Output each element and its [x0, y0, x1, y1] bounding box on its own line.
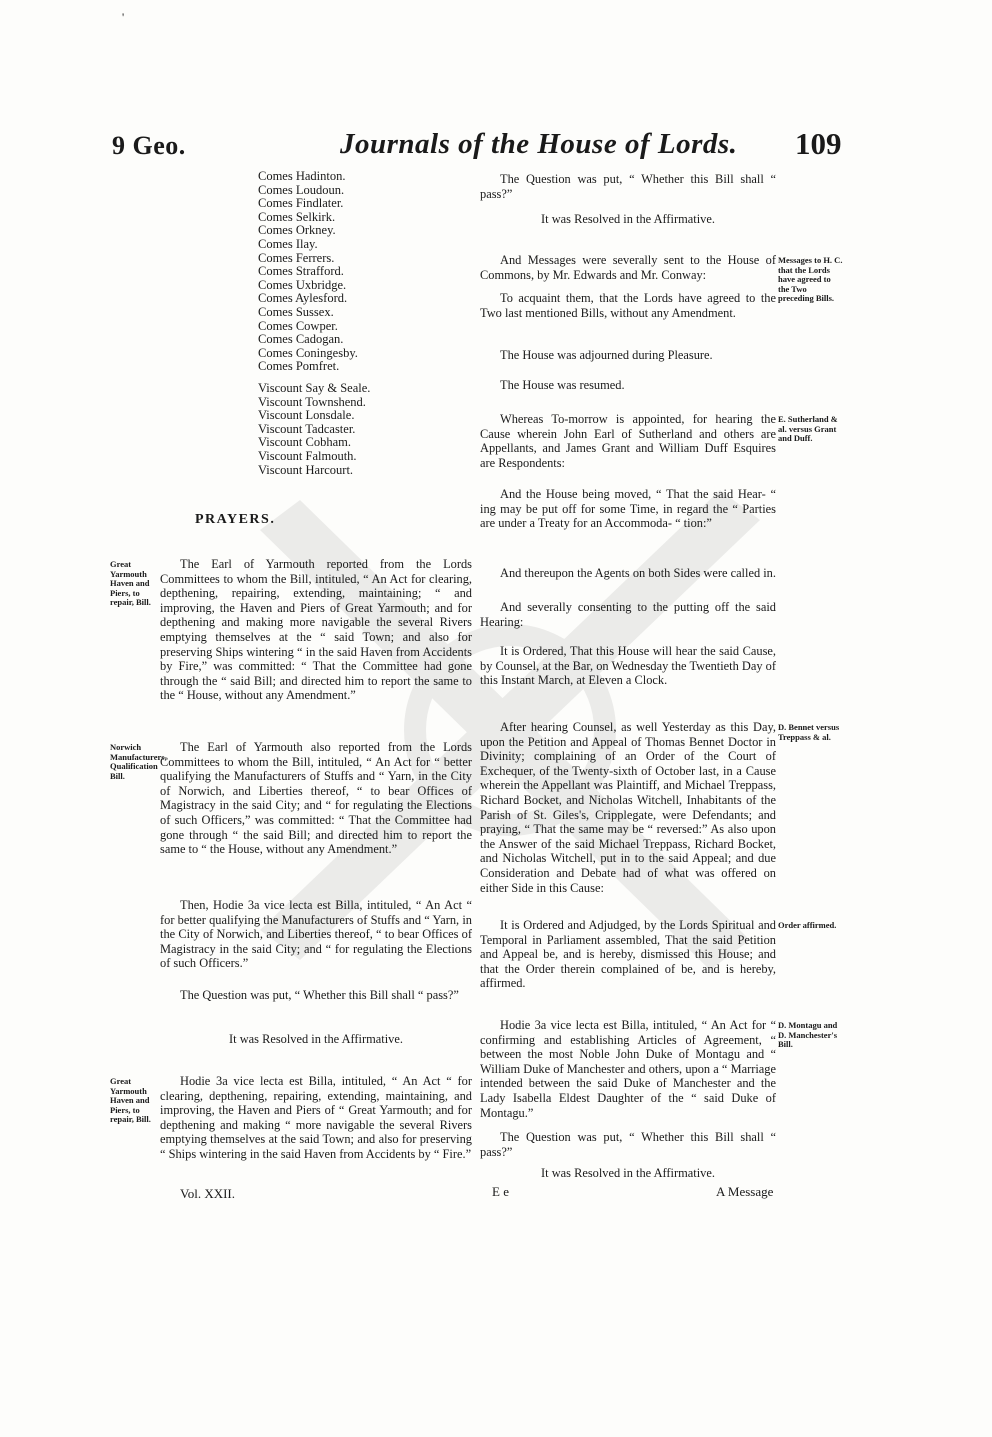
margin-note-messages: Messages to H. C. that the Lords have agreed to the Two preceding Bills. — [778, 255, 843, 303]
catchword: A Message — [716, 1184, 774, 1199]
left-paragraph-yarmouth-report: The Earl of Yarmouth reported from the Lords Committees to whom the Bill, intituled, “ An Act for clearing, depthening, repairing, extending, maintaining; “ and improving, the Haven and Piers of Great Yarmouth; and for depthening and making more navigable the several Rivers emptying themselves at the “ said Town; and also for preserving Ships wintering “ in the said Haven from Accidents by Fire,” was committed: “ That the Committee had gone through the “ said Bill; and directed him to report the same to the “ House, without any Amendment.” — [160, 557, 472, 703]
right-paragraph-adjudged: It is Ordered and Adjudged, by the Lords Spiritual and Temporal in Parliament assembled, That the said Petition and Appeal be, and is hereby, dismissed this House; and that the Order therein complained of be, and is hereby, affirmed. — [480, 918, 776, 991]
roll-entry: Comes Hadinton. — [258, 169, 346, 183]
left-paragraph-yarmouth-third-reading: Hodie 3a vice lecta est Billa, intituled, “ An Act “ for clearing, depthening, repairing, extending, maintaining, and improving, the Haven and Piers of “ Great Yarmouth; and for depthening and making “ more navigable the several Rivers emptying themselves at the said Town; and also for preserving “ Ships wintering in the said Haven from Accidents by “ Fire.” — [160, 1074, 472, 1161]
page-title: Journals of the House of Lords. — [340, 128, 738, 160]
regnal-year: 9 Geo. — [112, 131, 186, 160]
margin-note-yarmouth: Great Yarmouth Haven and Piers, to repair, Bill. — [110, 559, 151, 607]
margin-note-sutherland: E. Sutherland & al. versus Grant and Duff. — [778, 414, 838, 443]
roll-entry: Comes Ilay. — [258, 236, 318, 251]
prayers-heading: PRAYERS. — [195, 512, 276, 527]
roll-entry: Viscount Tadcaster. — [258, 421, 356, 436]
right-resolution: It was Resolved in the Affirmative. — [541, 212, 715, 226]
right-paragraph-consenting: And severally consenting to the putting off the said Hearing: — [480, 600, 776, 629]
roll-entry: Comes Findlater. — [258, 196, 344, 211]
roll-entry: Comes Aylesford. — [258, 291, 348, 306]
roll-entry: Comes Coningesby. — [258, 345, 358, 360]
roll-entry: Viscount Townshend. — [258, 394, 366, 409]
right-paragraph-whereas: Whereas To-morrow is appointed, for hearing the Cause wherein John Earl of Sutherland and others are Appellants, and James Grant and William Duff Esquires are Respondents: — [480, 412, 776, 470]
roll-earls — [258, 170, 358, 374]
right-paragraph-montagu-bill: Hodie 3a vice lecta est Billa, intituled, “ An Act for “ confirming and establishing Articles of Agreement, “ between the most Noble John Duke of Montagu and “ William Duke of Manchester and others, upon a “ Marriage intended between the said Duke of Manchester and the Lady Isabella Eldest Daughter of the “ said Duke of Montagu.” — [480, 1018, 776, 1120]
roll-entry: Viscount Falmouth. — [258, 448, 357, 463]
roll-entry: Comes Cowper. — [258, 318, 338, 333]
left-question: The Question was put, “ Whether this Bill shall “ pass?” — [180, 988, 459, 1002]
margin-note-norwich: Norwich Manufacturers, Qualification Bill. — [110, 742, 167, 781]
right-paragraph-resumed: The House was resumed. — [500, 378, 625, 392]
roll-entry: Viscount Harcourt. — [258, 462, 354, 477]
right-question-2: The Question was put, “ Whether this Bill shall “ pass?” — [480, 1130, 776, 1159]
left-paragraph-norwich-third-reading: Then, Hodie 3a vice lecta est Billa, intituled, “ An Act “ for better qualifying the Manufacturers of Stuffs and “ Yarn, in the City of Norwich, and Liberties thereof, “ to bear Offices of Magistracy in the said City; and “ for regulating the Elections of such Officers.” — [160, 898, 472, 971]
roll-entry: Comes Pomfret. — [258, 359, 340, 374]
roll-entry: Viscount Lonsdale. — [258, 408, 355, 423]
margin-note-yarmouth-2: Great Yarmouth Haven and Piers, to repair, Bill. — [110, 1076, 151, 1124]
roll-entry: Viscount Say & Seale. — [258, 381, 371, 395]
right-resolution-2: It was Resolved in the Affirmative. — [541, 1166, 715, 1180]
roll-entry: Comes Ferrers. — [258, 250, 335, 265]
roll-entry: Viscount Cobham. — [258, 435, 351, 450]
margin-note-montagu: D. Montagu and D. Manchester's Bill. — [778, 1020, 838, 1049]
roll-entry: Comes Strafford. — [258, 264, 344, 279]
left-resolution: It was Resolved in the Affirmative. — [229, 1032, 403, 1046]
right-paragraph-messages: And Messages were severally sent to the House of Commons, by Mr. Edwards and Mr. Conway: — [480, 253, 776, 282]
page-number: 109 — [795, 126, 842, 161]
volume-label: Vol. XXII. — [180, 1186, 236, 1201]
roll-entry: Comes Selkirk. — [258, 209, 336, 224]
roll-entry: Comes Uxbridge. — [258, 277, 347, 292]
right-paragraph-bennet-appeal: After hearing Counsel, as well Yesterday as this Day, upon the Petition and Appeal of Thomas Bennet Doctor in Divinity; complaining of an Order of the Court of Exchequer, of the Twenty-sixth of October last, in a Cause wherein the Appellant was Plaintiff, and Michael Treppass, Richard Bocket, and Nicholas Witchell, Inhabitants of the Parish of St. Giles's, Cripplegate, were Defendants; and praying, “ That the same may be “ reversed:” As also upon the Answer of the said Michael Treppass, Richard Bocket, and Nicholas Witchell, put in to the said Appeal; and due Consideration and Debate had of what was offered on either Side in this Cause: — [480, 720, 776, 895]
right-paragraph-acquaint: To acquaint them, that the Lords have agreed to the Two last mentioned Bills, without any Amendment. — [480, 291, 776, 320]
margin-note-order-affirmed: Order affirmed. — [778, 920, 837, 930]
right-paragraph-ordered: It is Ordered, That this House will hear the said Cause, by Counsel, at the Bar, on Wednesday the Twentieth Day of this Instant March, at Eleven a Clock. — [480, 644, 776, 688]
right-paragraph-moved: And the House being moved, “ That the said Hear- “ ing may be put off for some Time, in regard the “ Parties are under a Treaty for an Accommoda- “ tion:” — [480, 487, 776, 531]
signature-mark: E e — [492, 1184, 509, 1199]
roll-viscounts — [258, 382, 370, 477]
right-paragraph-agents: And thereupon the Agents on both Sides were called in. — [500, 566, 776, 580]
roll-entry: Comes Cadogan. — [258, 332, 344, 347]
right-paragraph-adjourned: The House was adjourned during Pleasure. — [500, 348, 713, 362]
right-question: The Question was put, “ Whether this Bill shall “ pass?” — [480, 172, 776, 201]
left-paragraph-norwich-report: The Earl of Yarmouth also reported from the Lords Committees to whom the Bill, intituled, “ An Act for “ better qualifying the Manufacturers of Stuffs and “ Yarn, in the City of Norwich, and Liberties thereof, “ to bear Offices of Magistracy in the said City; and “ for regulating the Elections of such Officers,” was committed: “ That the Committee had gone through “ the said Bill; and directed him to report the same to “ the House, without any Amendment.” — [160, 740, 472, 857]
roll-entry: Comes Orkney. — [258, 223, 336, 238]
roll-entry: Comes Loudoun. — [258, 182, 345, 197]
margin-note-bennet: D. Bennet versus Treppass & al. — [778, 722, 840, 742]
corner-mark: ' — [122, 10, 125, 24]
roll-entry: Comes Sussex. — [258, 304, 334, 319]
